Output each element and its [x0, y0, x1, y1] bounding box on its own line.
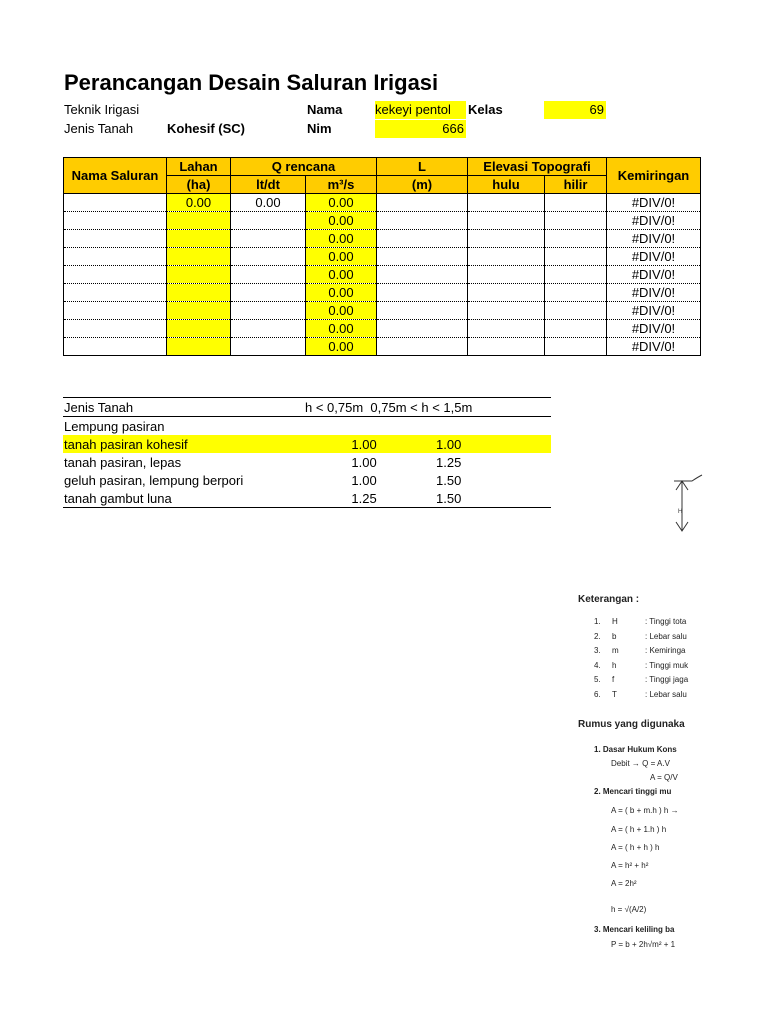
rumus-step-2: 2. Mencari tinggi mu [594, 787, 672, 796]
cell-hulu[interactable] [468, 194, 545, 212]
cell-lt-dt[interactable] [231, 266, 306, 284]
header-q-rencana: Q rencana [231, 158, 377, 176]
soil-value-2[interactable]: 1.50 [436, 472, 462, 488]
table-row [64, 248, 701, 266]
cell-l[interactable] [377, 338, 468, 356]
cell-lahan[interactable] [167, 302, 231, 320]
soil-name[interactable]: tanah gambut luna [63, 489, 305, 508]
cell-hilir[interactable] [545, 302, 607, 320]
header-m: (m) [377, 176, 468, 194]
cell-lt-dt[interactable] [231, 230, 306, 248]
cell-nama-saluran[interactable] [64, 194, 167, 212]
table-row [64, 338, 701, 356]
header-ha: (ha) [167, 176, 231, 194]
header-lahan: Lahan [167, 158, 231, 176]
rumus-f5: A = 2h² [611, 879, 637, 888]
cell-kemiringan[interactable]: #DIV/0! [607, 302, 701, 320]
rumus-title: Rumus yang digunaka [578, 719, 685, 730]
table-row [64, 284, 701, 302]
keterangan-num: 6. [594, 689, 601, 699]
keterangan-num: 2. [594, 631, 601, 641]
cell-l[interactable] [377, 230, 468, 248]
header-kemiringan: Kemiringan [607, 158, 701, 194]
cell-m3s[interactable]: 0.00 [306, 230, 377, 248]
cell-m3s[interactable]: 0.00 [306, 320, 377, 338]
kelas-value[interactable]: 69 [544, 101, 606, 119]
cell-m3s[interactable]: 0.00 [306, 302, 377, 320]
cell-hulu[interactable] [468, 338, 545, 356]
cell-nama-saluran[interactable] [64, 230, 167, 248]
cell-lt-dt[interactable] [231, 338, 306, 356]
header-m3s: m³/s [306, 176, 377, 194]
cell-kemiringan[interactable]: #DIV/0! [607, 266, 701, 284]
cell-nama-saluran[interactable] [64, 212, 167, 230]
cell-hulu[interactable] [468, 302, 545, 320]
soil-value-1[interactable]: 1.00 [351, 472, 377, 488]
cell-lahan[interactable] [167, 212, 231, 230]
cell-m3s[interactable]: 0.00 [306, 212, 377, 230]
rumus-debit: Debit → Q = A.V [611, 759, 670, 768]
soil-value-2[interactable]: 1.25 [436, 454, 462, 470]
cell-nama-saluran[interactable] [64, 248, 167, 266]
cell-kemiringan[interactable]: #DIV/0! [607, 338, 701, 356]
cell-l[interactable] [377, 320, 468, 338]
diagram-h-label: H [678, 509, 683, 515]
keterangan-sym: b [612, 631, 617, 641]
cell-lahan[interactable] [167, 248, 231, 266]
cell-kemiringan[interactable]: #DIV/0! [607, 212, 701, 230]
keterangan-sym: f [612, 675, 615, 684]
cell-kemiringan[interactable]: #DIV/0! [607, 230, 701, 248]
cell-hilir[interactable] [545, 212, 607, 230]
cell-lt-dt[interactable]: 0.00 [231, 194, 306, 212]
header-elevasi: Elevasi Topografi [468, 158, 607, 176]
cell-m3s[interactable]: 0.00 [306, 248, 377, 266]
cell-lahan[interactable] [167, 284, 231, 302]
keterangan-sym: h [612, 660, 617, 670]
cell-hulu[interactable] [468, 320, 545, 338]
teknik-irigasi-label: Teknik Irigasi [64, 102, 140, 117]
cell-hulu[interactable] [468, 230, 545, 248]
soil-header-jenis: Jenis Tanah [63, 398, 305, 417]
soil-value-2[interactable]: 1.00 [436, 436, 462, 452]
table-row [64, 302, 701, 320]
cell-hulu[interactable] [468, 284, 545, 302]
cell-l[interactable] [377, 284, 468, 302]
cell-nama-saluran[interactable] [64, 302, 167, 320]
cell-hilir[interactable] [545, 338, 607, 356]
table-row [64, 320, 701, 338]
keterangan-sym: H [612, 617, 618, 626]
soil-table [63, 397, 551, 508]
keterangan-num: 5. [594, 675, 601, 684]
cell-l[interactable] [377, 194, 468, 212]
table-row [64, 230, 701, 248]
cell-m3s[interactable]: 0.00 [306, 194, 377, 212]
channel-table [63, 157, 701, 356]
keterangan-desc: : Lebar salu [645, 689, 687, 699]
keterangan-desc: : Tinggi muk [645, 660, 689, 670]
cell-m3s[interactable]: 0.00 [306, 338, 377, 356]
header-hulu: hulu [468, 176, 545, 194]
diagram-bank [674, 475, 702, 481]
rumus-step-3: 3. Mencari keliling ba [594, 925, 675, 934]
soil-value-2[interactable]: 1.50 [378, 489, 474, 508]
cell-nama-saluran[interactable] [64, 320, 167, 338]
cell-nama-saluran[interactable] [64, 338, 167, 356]
cell-nama-saluran[interactable] [64, 284, 167, 302]
rumus-f1: A = ( b + m.h ) h → [611, 806, 679, 815]
jenis-tanah-value: Kohesif (SC) [167, 121, 245, 136]
keterangan-desc: : Kemiringa [645, 646, 686, 655]
cell-lahan[interactable] [167, 338, 231, 356]
nim-value[interactable]: 666 [375, 120, 466, 138]
header-nama-saluran: Nama Saluran [64, 158, 167, 194]
table-row [64, 212, 701, 230]
nim-label: Nim [307, 121, 332, 136]
cell-lt-dt[interactable] [231, 212, 306, 230]
cell-lt-dt[interactable] [231, 284, 306, 302]
cell-hilir[interactable] [545, 230, 607, 248]
cell-hilir[interactable] [545, 266, 607, 284]
channel-diagram [668, 395, 768, 545]
kelas-label: Kelas [468, 102, 503, 117]
soil-name[interactable]: tanah pasiran kohesif [64, 436, 188, 452]
keterangan-title: Keterangan : [578, 594, 640, 605]
header-hilir: hilir [545, 176, 607, 194]
table-row [64, 266, 701, 284]
keterangan-sym: m [612, 646, 619, 655]
rumus-a-qv: A = Q/V [650, 773, 678, 782]
header-l: L [377, 158, 468, 176]
rumus-f6: h = √(A/2) [611, 905, 647, 914]
soil-header-h1: h < 0,75m [305, 399, 364, 415]
keterangan-num: 4. [594, 660, 601, 670]
rumus-f2: A = ( h + 1.h ) h [611, 825, 667, 834]
soil-header-h2: 0,75m < h < 1,5m [370, 399, 473, 415]
soil-value-1[interactable]: 1.25 [305, 489, 378, 508]
keterangan-num: 3. [594, 646, 601, 655]
keterangan-desc: : Lebar salu [645, 631, 687, 641]
cell-nama-saluran[interactable] [64, 266, 167, 284]
cell-kemiringan[interactable]: #DIV/0! [607, 284, 701, 302]
rumus-f3: A = ( h + h ) h [611, 843, 660, 852]
rumus-step-1: 1. Dasar Hukum Kons [594, 745, 677, 754]
cell-lahan[interactable] [167, 266, 231, 284]
cell-lahan[interactable] [167, 230, 231, 248]
soil-name[interactable]: tanah pasiran, lepas [64, 454, 182, 470]
cell-hilir[interactable] [545, 194, 607, 212]
soil-header-depth [305, 398, 473, 417]
cell-kemiringan[interactable]: #DIV/0! [607, 194, 701, 212]
jenis-tanah-label: Jenis Tanah [64, 121, 134, 136]
nama-value[interactable]: kekeyi pentol [375, 101, 466, 119]
rumus-f7: P = b + 2h√m² + 1 [611, 940, 676, 949]
keterangan-desc: : Tinggi tota [645, 617, 687, 626]
cell-l[interactable] [377, 248, 468, 266]
cell-lt-dt[interactable] [231, 320, 306, 338]
keterangan-desc: : Tinggi jaga [645, 675, 689, 684]
cell-l[interactable] [377, 266, 468, 284]
keterangan-sym: T [612, 689, 617, 699]
soil-value-1[interactable]: 1.00 [351, 436, 377, 452]
keterangan-num: 1. [594, 617, 601, 626]
nama-label: Nama [307, 102, 343, 117]
cell-hulu[interactable] [468, 266, 545, 284]
page-title: Perancangan Desain Saluran Irigasi [64, 70, 439, 95]
cell-kemiringan[interactable]: #DIV/0! [607, 320, 701, 338]
cell-hulu[interactable] [468, 248, 545, 266]
cell-lahan[interactable]: 0.00 [167, 194, 231, 212]
cell-lt-dt[interactable] [231, 248, 306, 266]
cell-l[interactable] [377, 302, 468, 320]
soil-value-1[interactable]: 1.00 [351, 454, 377, 470]
cell-m3s[interactable]: 0.00 [306, 284, 377, 302]
table-row [64, 194, 701, 212]
cell-hilir[interactable] [545, 248, 607, 266]
soil-name[interactable]: geluh pasiran, lempung berpori [64, 472, 244, 488]
soil-group-label: Lempung pasiran [64, 418, 165, 434]
cell-m3s[interactable]: 0.00 [306, 266, 377, 284]
cell-l[interactable] [377, 212, 468, 230]
cell-hulu[interactable] [468, 212, 545, 230]
cell-lahan[interactable] [167, 320, 231, 338]
cell-hilir[interactable] [545, 284, 607, 302]
cell-lt-dt[interactable] [231, 302, 306, 320]
cell-hilir[interactable] [545, 320, 607, 338]
cell-kemiringan[interactable]: #DIV/0! [607, 248, 701, 266]
rumus-f4: A = h² + h² [611, 861, 649, 870]
header-lt-dt: lt/dt [231, 176, 306, 194]
